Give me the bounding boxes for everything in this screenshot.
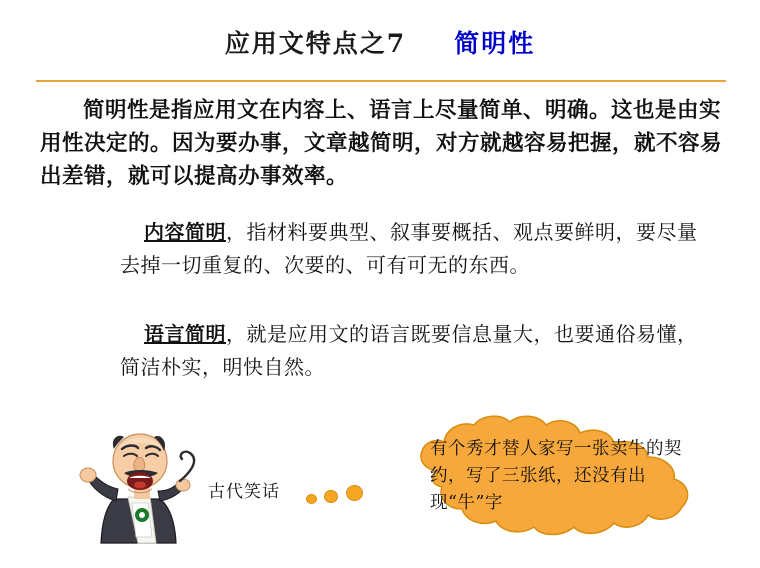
- point-two-label: 语言简明: [144, 322, 226, 346]
- intro-paragraph: 简明性是指应用文在内容上、语言上尽量简单、明确。这也是由实用性决定的。因为要办事，文章越简明，对方就越容易把握，就不容易出差错，就可以提高办事效率。: [40, 98, 723, 189]
- point-one-text: ，指材料要典型、叙事要概括、观点要鲜明，要尽量去掉一切重复的、次要的、可有可无的东西。: [120, 220, 698, 277]
- bubble-text: 有个秀才替人家写一张卖牛的契约，写了三张纸，还没有出现“牛”字: [430, 439, 682, 513]
- thought-dot-small-icon: [306, 494, 317, 504]
- point-one-label: 内容简明: [144, 220, 226, 244]
- thought-dot-medium-icon: [324, 490, 338, 503]
- thought-dot-large-icon: [346, 485, 363, 501]
- point-two-text: ，就是应用文的语言既要信息量大，也要通俗易懂，简洁朴实，明快自然。: [120, 322, 698, 379]
- slide-title: [0, 20, 760, 64]
- point-one-paragraph: [120, 216, 700, 282]
- title-divider: [36, 80, 726, 82]
- laughing-man-illustration: [76, 415, 206, 545]
- page-title: 应用文特点之7: [224, 29, 407, 58]
- point-two-paragraph: [120, 318, 700, 384]
- illustration-caption: 古代笑话: [208, 482, 280, 502]
- page-subtitle: 简明性: [454, 29, 536, 58]
